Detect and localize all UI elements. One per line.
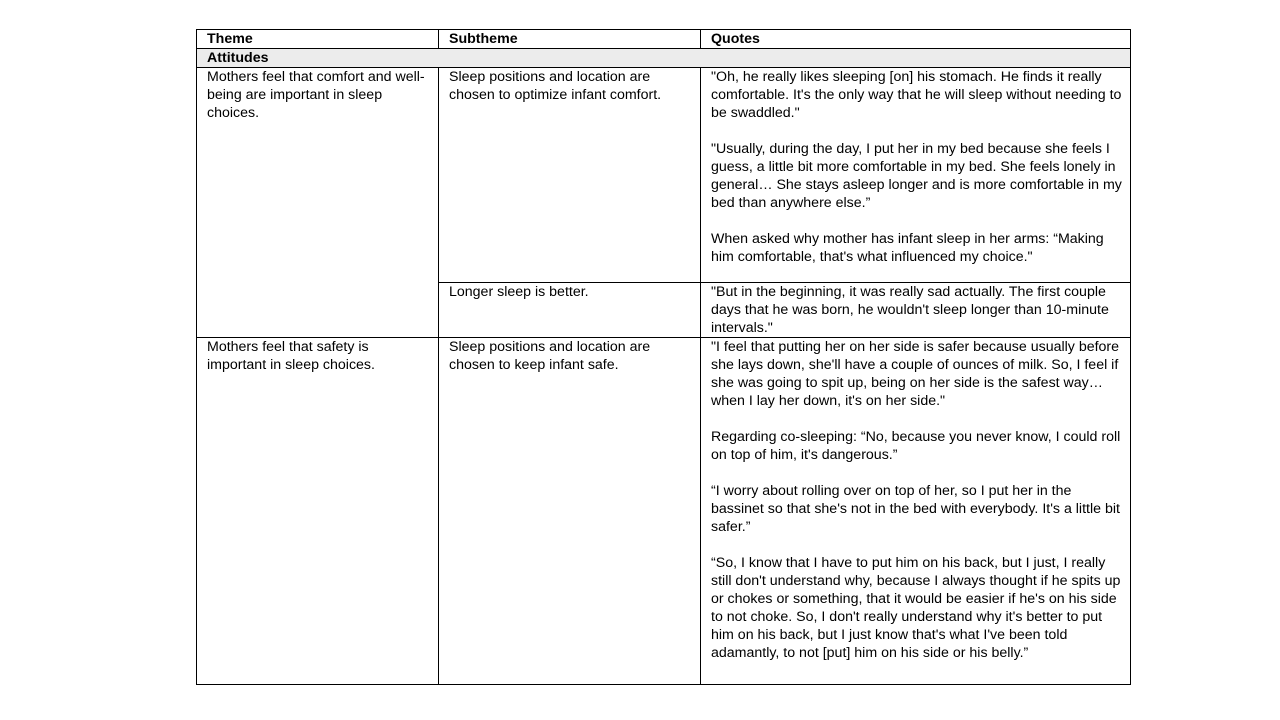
quotes-longer-sleep <box>701 283 1131 338</box>
header-quotes: Quotes <box>701 30 1131 49</box>
quotes-safety <box>701 338 1131 685</box>
quotes-comfort <box>701 68 1131 283</box>
quote: "I feel that putting her on her side is safer because usually before she lays down, she'll have a couple of ounces of milk. So, I feel if she was going to spit up, being on her side is the safest way…when I lay her down, it's on her side." <box>711 339 1120 409</box>
quote: “I worry about rolling over on top of her, so I put her in the bassinet so that she's not in the bed with everybody. It's a little bit safer.” <box>711 483 1120 535</box>
quote: "But in the beginning, it was really sad actually. The first couple days that he was born, he wouldn't sleep longer than 10-minute intervals." <box>711 284 1109 336</box>
header-subtheme: Subtheme <box>439 30 701 49</box>
quote: Regarding co-sleeping: “No, because you never know, I could roll on top of him, it's dangerous.” <box>711 429 1121 463</box>
theme-comfort: Mothers feel that comfort and well-being are important in sleep choices. <box>197 68 439 338</box>
quote: "Usually, during the day, I put her in my bed because she feels I guess, a little bit more comfortable in my bed. She feels lonely in general… She stays asleep longer and is more comfortable in my bed than anywhere else.” <box>711 141 1122 211</box>
quote: “So, I know that I have to put him on his back, but I just, I really still don't understand why, because I always thought if he spits up or chokes or something, that it would be easier if he's on his side to not choke. So, I don't really understand why it's better to put him on his back, but I just know that's what I've been told adamantly, to not [put] him on his side or his belly.” <box>711 555 1121 661</box>
table-row <box>197 68 1131 283</box>
subtheme-comfort: Sleep positions and location are chosen to optimize infant comfort. <box>439 68 701 283</box>
themes-table <box>196 29 1131 685</box>
subtheme-longer-sleep: Longer sleep is better. <box>439 283 701 338</box>
table-row <box>197 338 1131 685</box>
subtheme-safety: Sleep positions and location are chosen to keep infant safe. <box>439 338 701 685</box>
quote: When asked why mother has infant sleep in her arms: “Making him comfortable, that's what influenced my choice." <box>711 231 1104 265</box>
section-row <box>197 49 1131 68</box>
theme-safety: Mothers feel that safety is important in sleep choices. <box>197 338 439 685</box>
header-theme: Theme <box>197 30 439 49</box>
quote: "Oh, he really likes sleeping [on] his stomach. He finds it really comfortable. It's the only way that he will sleep without needing to be swaddled." <box>711 69 1122 121</box>
header-row <box>197 30 1131 49</box>
section-attitudes: Attitudes <box>197 49 1131 68</box>
